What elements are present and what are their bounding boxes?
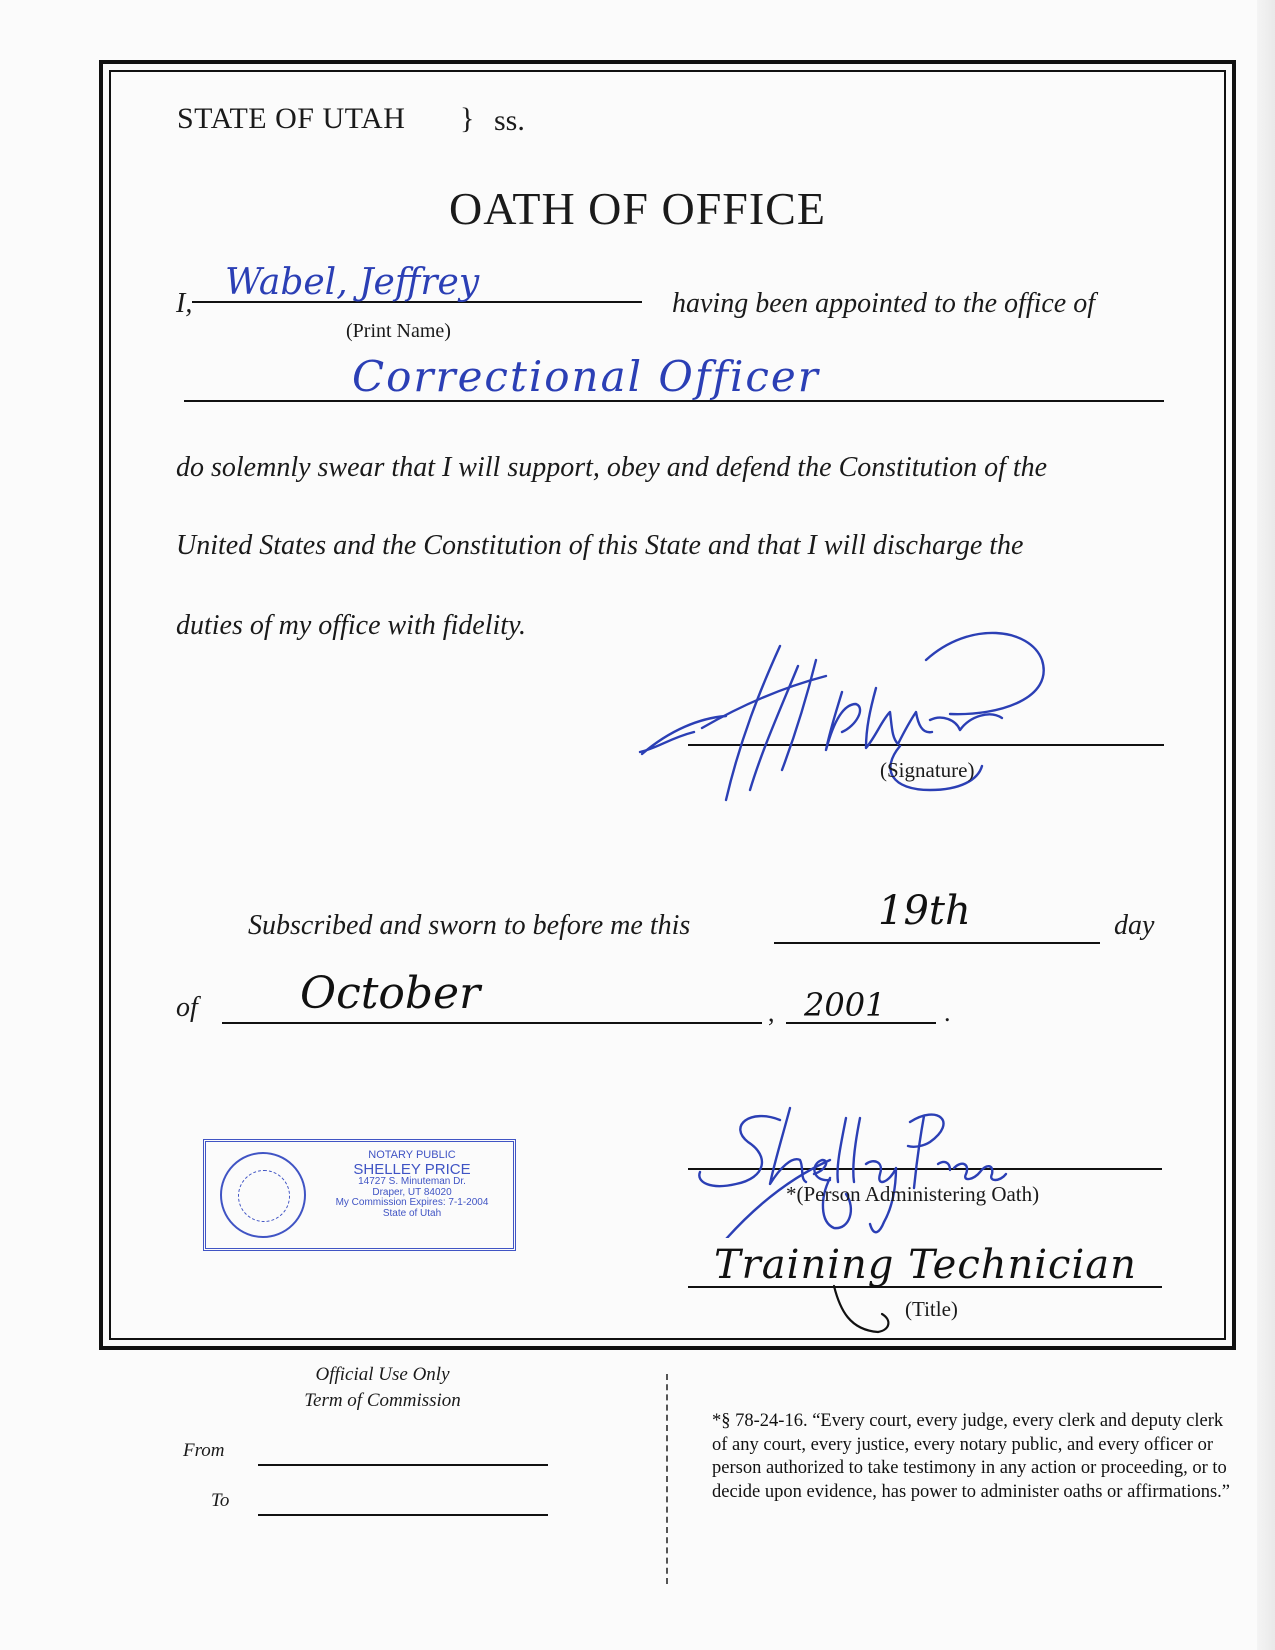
applicant-signature (630, 620, 1060, 810)
to-line (258, 1514, 548, 1516)
day-handwritten: 19th (878, 888, 971, 934)
oath-pronoun: I, (176, 288, 193, 319)
seal-commission-expires: My Commission Expires: 7-1-2004 (335, 1197, 489, 1209)
oath-text-line-2: United States and the Constitution of this State and that I will discharge the (176, 530, 1024, 561)
year-handwritten: 2001 (804, 986, 886, 1024)
year-period: . (944, 998, 951, 1027)
seal-address: 14727 S. Minuteman Dr. (358, 1176, 466, 1188)
oath-text-line-1: do solemnly swear that I will support, obey and defend the Constitution of the (176, 452, 1048, 483)
state-heading: STATE OF UTAH (177, 102, 406, 135)
title-handwritten: Training Technician (714, 1242, 1137, 1288)
document-title: OATH OF OFFICE (449, 183, 826, 234)
seal-state: State of Utah (382, 1207, 442, 1219)
state-seal-emblem-icon (220, 1152, 306, 1238)
appointed-text: having been appointed to the office of (672, 288, 1096, 319)
from-label: From (183, 1440, 225, 1461)
oath-text-line-3: duties of my office with fidelity. (176, 610, 526, 641)
title-flourish (820, 1280, 900, 1340)
administrator-label: *(Person Administering Oath) (786, 1182, 1040, 1206)
footer-divider (666, 1374, 668, 1584)
office-handwritten: Correctional Officer (352, 352, 820, 401)
day-line (774, 942, 1100, 944)
statute-note: *§ 78-24-16. “Every court, every judge, every clerk and deputy clerk of any court, every justice, every notary public, and every officer or person authorized to take testimony in any action or proceeding, or to decide upon evidence, has power to administer oaths or affirmations.” (712, 1411, 1231, 1502)
venue-brace: } (460, 102, 475, 135)
page-edge (1257, 0, 1275, 1650)
month-comma: , (768, 998, 775, 1027)
seal-notary-public: NOTARY PUBLIC (368, 1149, 456, 1161)
venue-ss: ss. (494, 104, 525, 137)
print-name-label: (Print Name) (346, 320, 451, 342)
official-use-heading: Official Use Only (315, 1364, 450, 1385)
to-label: To (211, 1490, 230, 1511)
seal-notary-name: SHELLEY PRICE (353, 1160, 471, 1178)
day-word: day (1114, 910, 1155, 941)
administrator-signature (670, 1098, 1070, 1238)
seal-city: Draper, UT 84020 (372, 1186, 452, 1198)
subscribed-text: Subscribed and sworn to before me this (248, 910, 691, 941)
term-of-commission-heading: Term of Commission (304, 1390, 461, 1411)
notary-seal-stamp (203, 1139, 516, 1251)
month-handwritten: October (300, 968, 481, 1019)
printed-name-handwritten: Wabel, Jeffrey (225, 262, 480, 303)
from-line (258, 1464, 548, 1466)
signature-label: (Signature) (880, 758, 975, 782)
title-label: (Title) (905, 1297, 958, 1321)
month-line (222, 1022, 762, 1024)
of-word: of (176, 992, 198, 1023)
